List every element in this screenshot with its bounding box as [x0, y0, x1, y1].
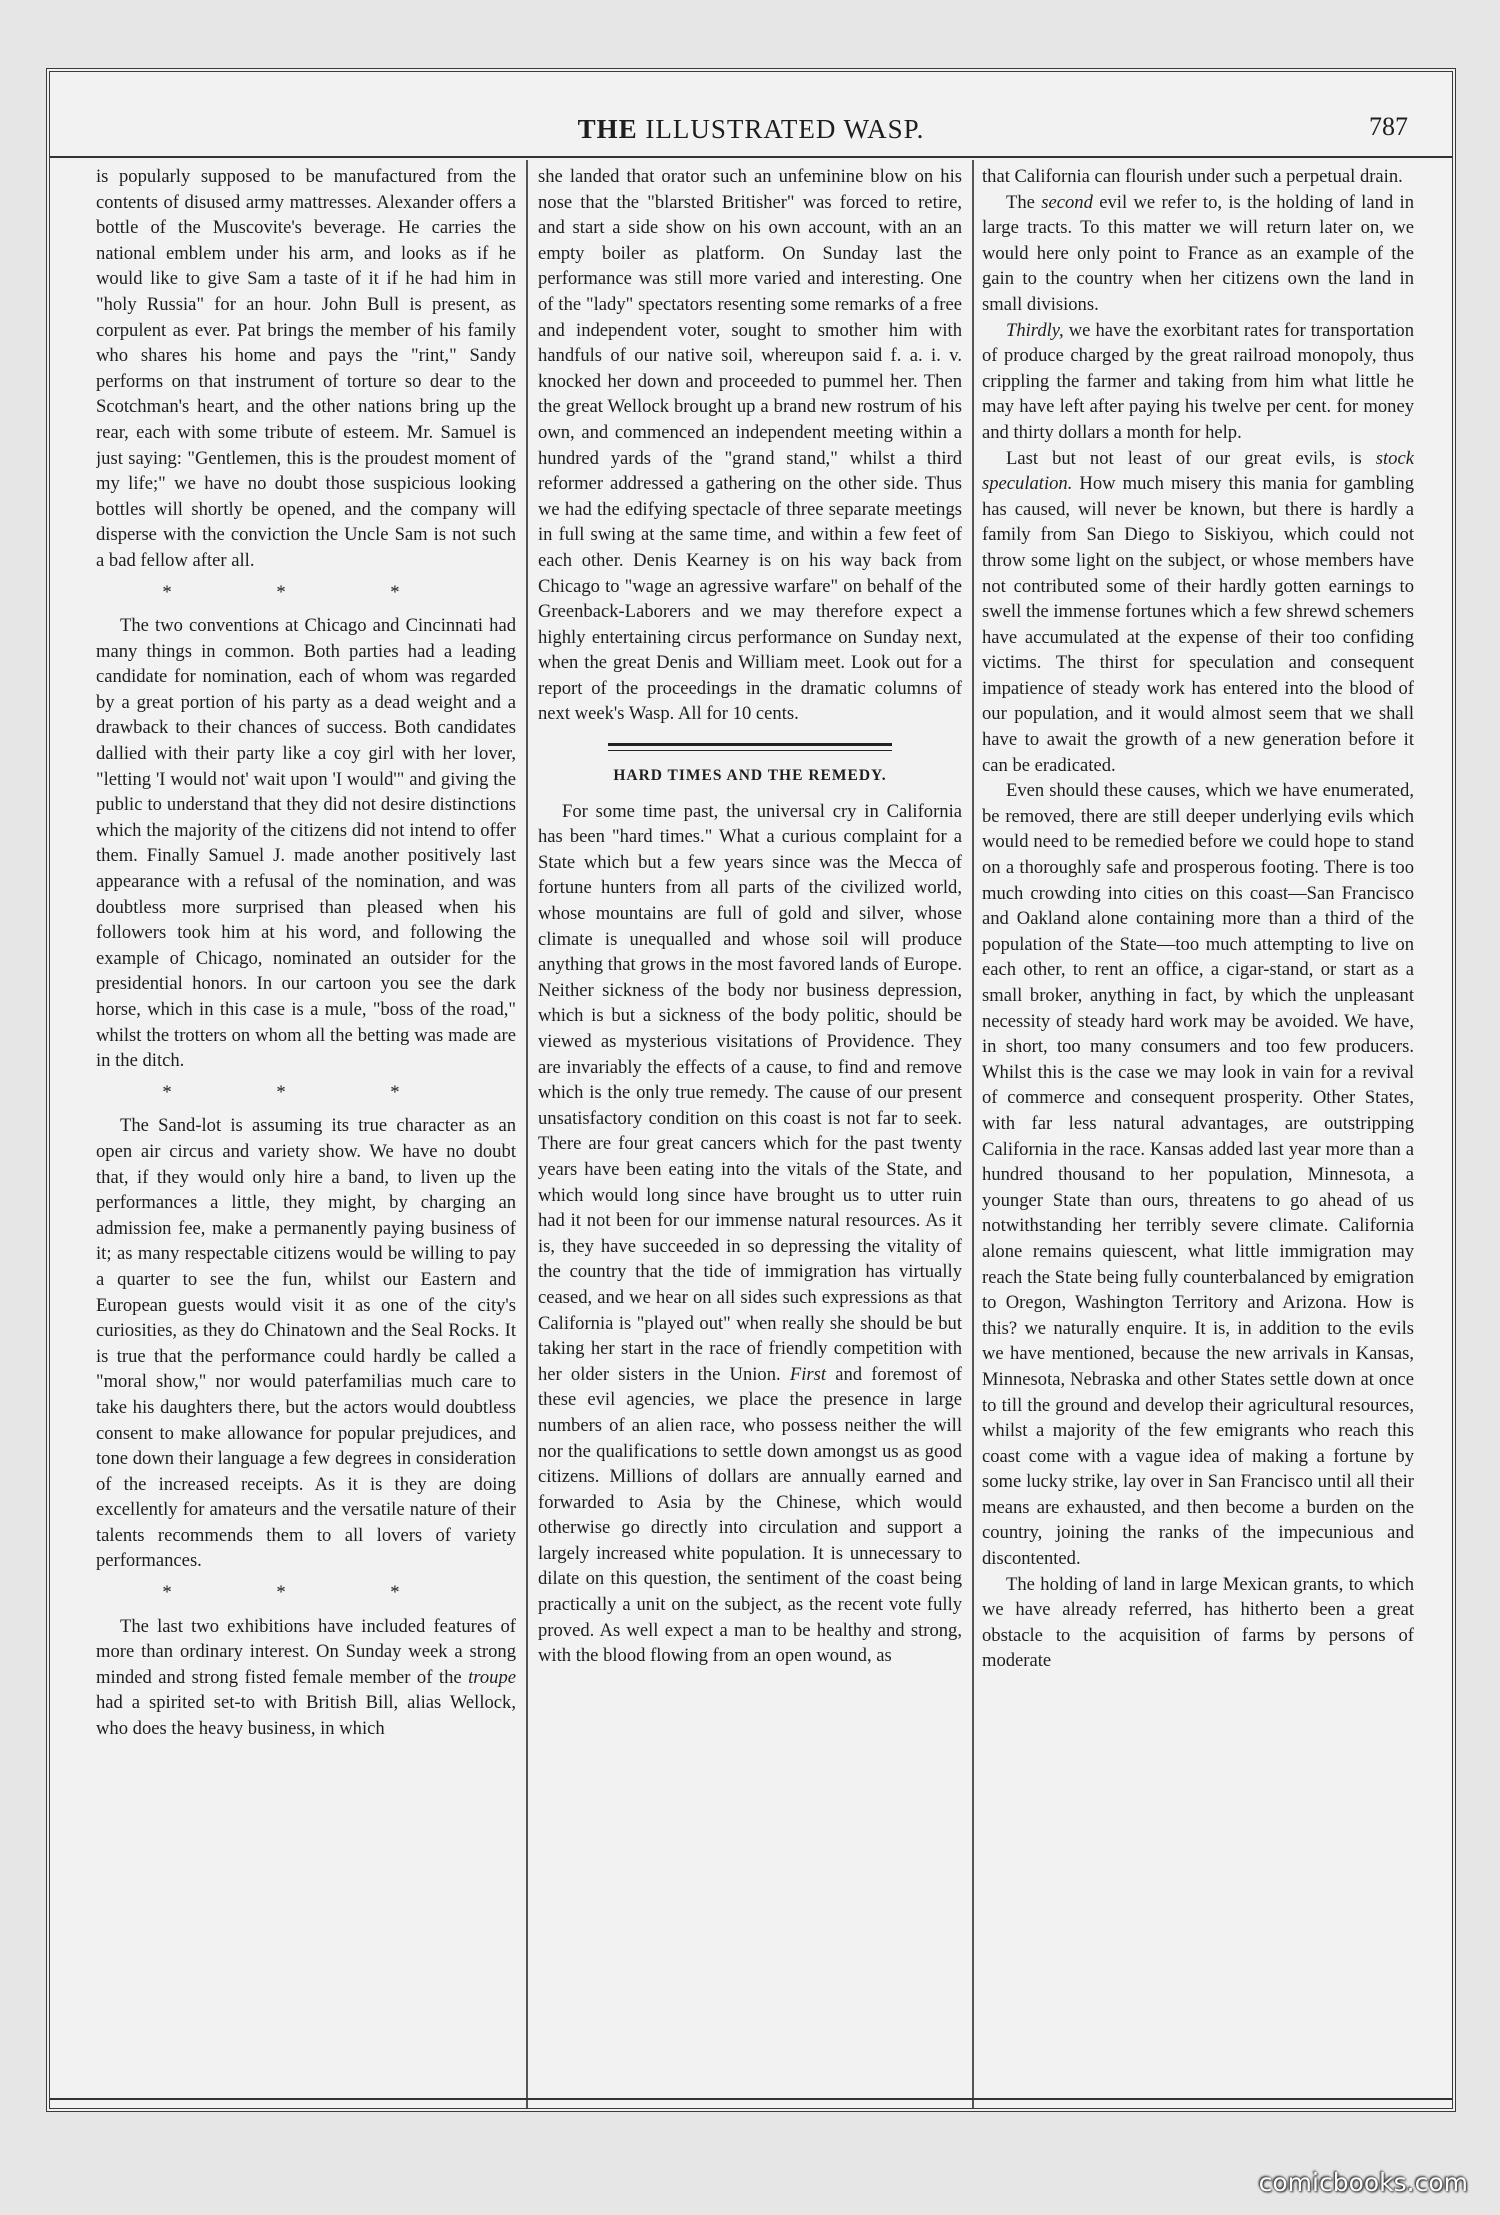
- text-run: The: [1006, 191, 1042, 213]
- text-run: and foremost of these evil agencies, we place the presence in large numbers of an alien race, who possess neither the will nor the qualifications to settle down amongst us as good citizens. Millions of dollars are annually earned and forwarded to Asia by the Chinese, which would otherwise go directly into circulation and support a largely increased white population. It is unnecessary to dilate on this question, the sentiment of the coast being practically a unit on the subject, as the recent vote fully proved. As well expect a man to be healthy and strong, with the blood flowing from an open wound, as: [538, 1363, 962, 1667]
- column-2: [538, 164, 962, 2114]
- italic-text: Thirdly,: [1006, 319, 1064, 341]
- text-run: For some time past, the universal cry in California has been "hard times." What a curious complaint for a State which but a few years since was the Mecca of fortune hunters from all parts of the civilized world, whose mountains are full of gold and silver, whose climate is unequalled and whose soil will produce anything that grows in the most favored lands of Europe. Neither sickness of the body nor business depression, which is but a sickness of the body politic, should be viewed as mysterious visitations of Providence. They are invariably the effects of a cause, to find and remove which is the only true remedy. The cause of our present unsatisfactory condition on this coast is not far to seek. There are four great cancers which for the past twenty years have been eating into the vitals of the State, and which would long since have brought us to utter ruin had it not been for our immense natural resources. As it is, they have succeeded in so depressing the vitality of the country that the tide of immigration has virtually ceased, and we hear on all sides such expressions as that California is "played out" when really she should be but taking her start in the race of friendly competition with her older sisters in the Union.: [538, 800, 962, 1385]
- paragraph: [96, 1614, 516, 1742]
- paragraph: [982, 446, 1414, 779]
- italic-text: stock speculation.: [982, 447, 1414, 495]
- column-divider: [526, 160, 528, 2108]
- paragraph: [982, 190, 1414, 318]
- text-run: Last but not least of our great evils, is: [1006, 447, 1376, 469]
- column-3: [982, 164, 1414, 2114]
- section-title: HARD TIMES AND THE REMEDY.: [613, 767, 887, 785]
- section-rule: [608, 743, 892, 751]
- site-watermark: comicbooks.com: [1258, 2168, 1468, 2197]
- section-break-stars: * * *: [162, 1582, 450, 1604]
- italic-text: second: [1041, 191, 1093, 213]
- column-1: [96, 164, 516, 2114]
- paragraph: [538, 799, 962, 1669]
- page-number: 787: [1369, 112, 1408, 141]
- header-rule: [50, 156, 1452, 158]
- paragraph: she landed that orator such an unfeminine blow on his nose that the "blarsted Britisher" was forced to retire, and start a side show on his own account, with an an empty boiler as platform. On Sunday last the performance was still more varied and interesting. One of the "lady" spectators resenting some remarks of a free and independent voter, sought to smother him with handfuls of our native soil, whereupon said f. a. i. v. knocked her down and proceeded to pummel her. Then the great Wellock brought up a brand new rostrum of his own, and commenced an independent meeting within a hundred yards of the "grand stand," whilst a third reformer addressed a gathering on the other side. Thus we had the edifying spectacle of three separate meetings in full swing at the same time, and within a few feet of each other. Denis Kearney is on his way back from Chicago to "wage an agressive warfare" on behalf of the Greenback-Laborers and we may therefore expect a highly entertaining circus performance on Sunday next, when the great Denis and William meet. Look out for a report of the proceedings in the dramatic columns of next week's Wasp. All for 10 cents.: [538, 166, 962, 725]
- text-run: How much misery this mania for gambling has caused, will never be known, but there is hardly a family from San Diego to Siskiyou, which could not throw some light on the subject, or whose members have not contributed some of their hardly gotten earnings to swell the immense fortunes which a few shrewd schemers have accumulated at the expense of their too confiding victims. The thirst for speculation and consequent impatience of steady work has entered into the blood of our population, and it would almost seem that we shall have to await the growth of a new generation before it can be eradicated.: [982, 473, 1414, 776]
- masthead-name: ILLUSTRATED WASP.: [645, 114, 925, 144]
- italic-text: troupe: [468, 1666, 516, 1688]
- paragraph: is popularly supposed to be manufactured from the contents of disused army mattresses. Alexander offers a bottle of the Muscovite's beverage. He carries the national emblem under his arm, and looks as if he would like to give Sam a taste of it if he had him in "holy Russia" for an hour. John Bull is present, as corpulent as ever. Pat brings the member of his family who shares his home and pays the "rint," Sandy performs on that instrument of torture so dear to the Scotchman's heart, and the other nations bring up the rear, each with some tribute of esteem. Mr. Samuel is just saying: "Gentlemen, this is the proudest moment of my life;" we have no doubt those suspicious looking bottles will shortly be opened, and the company will disperse with the conviction the Uncle Sam is not such a bad fellow after all.: [96, 166, 516, 571]
- paragraph: The two conventions at Chicago and Cincinnati had many things in common. Both parties had a leading candidate for nomination, each of whom was regarded by a great portion of his party as a dead weight and a drawback to their chances of success. Both candidates dallied with their party like a coy girl with her lover, "letting 'I would not' wait upon 'I would'" and giving the public to understand that they did not desire distinctions which the majority of the citizens did not intend to offer them. Finally Samuel J. made another positively last appearance with a refusal of the nomination, and was doubtless more surprised than pleased when his followers took him at his word, and following the example of Chicago, nominated an outsider for the presidential honors. In our cartoon you see the dark horse, which in this case is a mule, "boss of the road," whilst the trotters on whom all the betting was made are in the ditch.: [96, 615, 516, 1072]
- paragraph: The Sand-lot is assuming its true character as an open air circus and variety show. We have no doubt that, if they would only hire a band, to liven up the performances a little, they might, by charging an admission fee, make a permanently paying business of it; as many respectable citizens would be willing to pay a quarter to see the fun, whilst our Eastern and European guests would visit it as one of the city's curiosities, as they do Chinatown and the Seal Rocks. It is true that the performance could hardly be called a "moral show," nor would paterfamilias much care to take his daughters there, but the actors would doubtless consent to make allowance for popular prejudices, and tone down their language a few degrees in consideration of the increased receipts. As it is they are doing excellently for amateurs and the versatile nature of their talents recommends them to all lovers of variety performances.: [96, 1115, 516, 1572]
- column-divider: [972, 160, 974, 2108]
- page-header: [50, 72, 1452, 160]
- italic-text: First: [789, 1363, 827, 1385]
- paragraph: Even should these causes, which we have enumerated, be removed, there are still deeper underlying evils which would need to be remedied before we could hope to stand on a thoroughly safe and prosperous footing. There is too much crowding into cities on this coast—San Francisco and Oakland alone containing more than a third of the population of the State—too much attempting to live on each other, to rent an office, a cigar-stand, or start as a small broker, anything in fact, by which the unpleasant necessity of steady hard work may be avoided. We have, in short, too many consumers and too few producers. Whilst this is the case we may look in vain for a revival of commerce and consequent prosperity. Other States, with far less natural advantages, are outstripping California in the race. Kansas added last year more than a hundred thousand to her population, Minnesota, a younger State than ours, threatens to go ahead of us notwithstanding her terribly severe climate. California alone remains quiescent, what little immigration may reach the State being fully counterbalanced by emigration to Oregon, Washington Territory and Arizona. How is this? we naturally enquire. It is, in addition to the evils we have mentioned, because the new arrivals in Kansas, Minnesota, Nebraska and other States settle down at once to till the ground and develop their agricultural resources, whilst a majority of the few emigrants who reach this coast come with a vague idea of making a fortune by some lucky strike, lay over in San Francisco until all their means are exhausted, and then become a burden on the country, joining the ranks of the impecunious and discontented.: [982, 780, 1414, 1570]
- paragraph: that California can flourish under such a perpetual drain.: [982, 166, 1403, 187]
- masthead-title: [50, 114, 1452, 145]
- section-break-stars: * * *: [162, 1081, 450, 1103]
- section-break-stars: * * *: [162, 581, 450, 603]
- text-run: had a spirited set-to with British Bill, alias Wellock, who does the heavy business, in which: [96, 1692, 516, 1740]
- footer-rule: [50, 2098, 1452, 2100]
- text-run: The last two exhibitions have included features of more than ordinary interest. On Sunday week a strong minded and strong fisted female member of the: [96, 1615, 516, 1688]
- paragraph: The holding of land in large Mexican grants, to which we have already referred, has hitherto been a great obstacle to the acquisition of farms by persons of moderate: [982, 1573, 1414, 1672]
- masthead-prefix: THE: [577, 114, 638, 144]
- text-run: we have the exorbitant rates for transportation of produce charged by the great railroad monopoly, thus crippling the farmer and taking from him what little he may have left after paying his twelve per cent. for money and thirty dollars a month for help.: [982, 319, 1414, 443]
- paragraph: [982, 318, 1414, 446]
- newspaper-page: [46, 68, 1456, 2112]
- text-run: evil we refer to, is the holding of land in large tracts. To this matter we will return later on, we would here only point to France as an example of the gain to the country when her citizens own the land in small divisions.: [982, 191, 1414, 315]
